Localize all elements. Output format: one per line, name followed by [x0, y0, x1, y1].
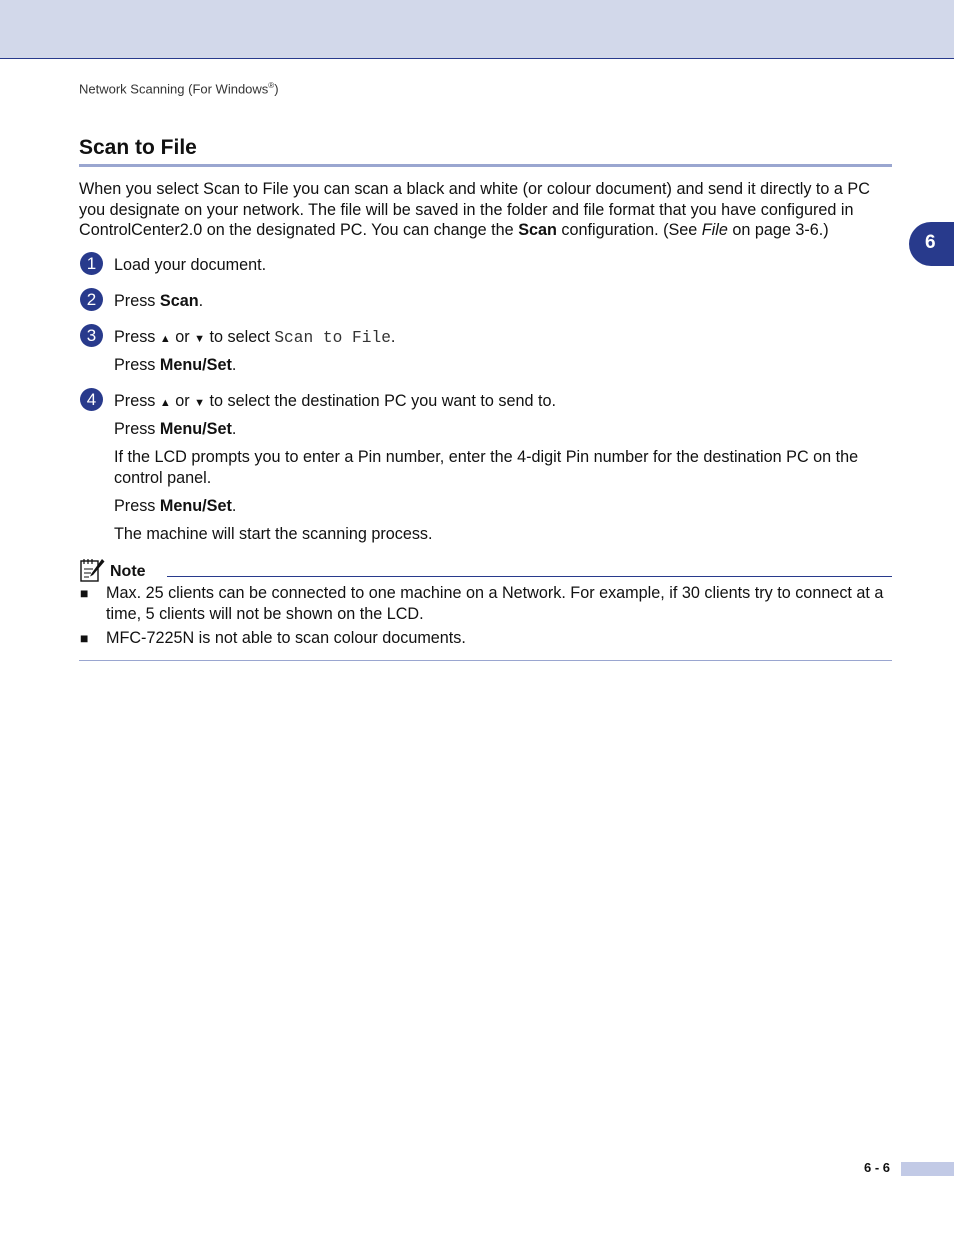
step-4-sub-2: If the LCD prompts you to enter a Pin number, enter the 4-digit Pin number for the destination PC on the control panel. — [114, 448, 859, 487]
step-3-text: Press ▲ or ▼ to select Scan to File. — [114, 328, 396, 347]
page-number: 6 - 6 — [864, 1160, 891, 1175]
note-label: Note — [110, 563, 146, 580]
step-4-sub-1: Press Menu/Set. — [114, 420, 237, 438]
footer-bar — [901, 1162, 954, 1176]
step-4-text: Press ▲ or ▼ to select the destination PC you want to send to. — [114, 392, 557, 410]
up-arrow-icon: ▲ — [159, 397, 171, 409]
lcd-option: Scan to File — [274, 329, 391, 347]
step-1-text: Load your document. — [114, 256, 267, 274]
down-arrow-icon: ▼ — [194, 397, 206, 409]
note-pencil-icon — [79, 557, 105, 588]
step-number-3: 3 — [80, 324, 103, 347]
note-divider — [167, 576, 892, 577]
bullet-icon: ■ — [80, 585, 89, 601]
note-end-divider — [79, 660, 892, 661]
step-number-1: 1 — [80, 252, 103, 275]
step-2-text: Press Scan. — [114, 292, 204, 310]
running-header: Network Scanning (For Windows®) — [79, 81, 279, 97]
down-arrow-icon: ▼ — [194, 333, 206, 345]
chapter-tab[interactable] — [909, 222, 954, 266]
section-title: Scan to File — [79, 136, 892, 167]
note-item-2: MFC-7225N is not able to scan colour documents. — [106, 629, 466, 647]
bullet-icon: ■ — [80, 630, 89, 646]
chapter-number: 6 — [925, 232, 936, 253]
top-header-band — [0, 0, 954, 59]
file-link[interactable]: File — [701, 221, 728, 239]
step-3-sub-1: Press Menu/Set. — [114, 356, 237, 374]
note-item-1: Max. 25 clients can be connected to one machine on a Network. For example, if 30 clients try to connect at a time, 5 clients will not be shown on the LCD. — [106, 584, 884, 623]
step-4-sub-3: Press Menu/Set. — [114, 497, 237, 515]
step-4-sub-4: The machine will start the scanning process. — [114, 525, 433, 543]
step-number-2: 2 — [80, 288, 103, 311]
up-arrow-icon: ▲ — [159, 333, 171, 345]
intro-paragraph: When you select Scan to File you can scan a black and white (or colour document) and send it directly to a PC you designate on your network. The file will be saved in the folder and file format that you have configured in ControlCenter2.0 on the designated PC. You can change the Scan configuration. (See File on page 3-6.) — [79, 180, 870, 239]
step-number-4: 4 — [80, 388, 103, 411]
